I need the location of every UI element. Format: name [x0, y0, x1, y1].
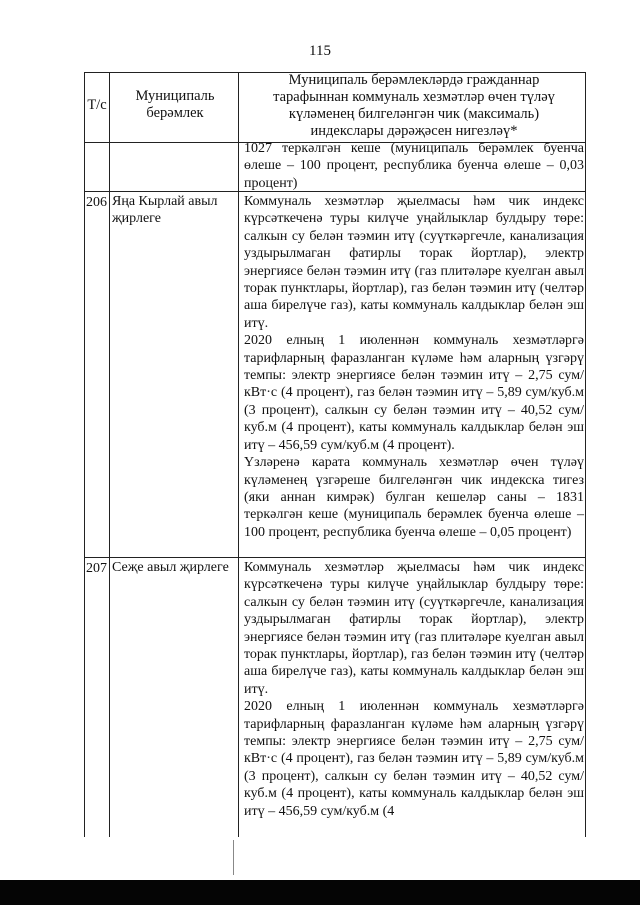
- table-right-border: [585, 72, 586, 837]
- header-municipality: Муниципаль берәмлек: [135, 88, 215, 121]
- paragraph: Үзләренә карата коммуналь хезмәтләр өчен түләү күләменең үзгәреше билгеләнгән чик индекска тигез (яки аннан кимрәк) булган кешеләр саны – 1831 теркәлгән кеше (муниципаль берәмлек буенча өлеше – 100 процент, республика буенча өлеше – 0,05 процент): [244, 455, 584, 540]
- col-divider-muni: [238, 72, 239, 837]
- paragraph: 2020 елның 1 июленнән коммуналь хезмәтләргә тарифларның фаразланган күләме һәм аларның үзгәрү темпы: электр энергиясе белән тәэмин итү – 2,75 сум/кВт·с (4 процент), газ белән тәэмин итү – 5,89 сум/куб.м (3 процент), салкын су белән тәэмин итү – 40,52 сум/куб.м (4 процент), каты коммуналь калдыклар белән эш итү – 456,59 сум/куб.м (4: [244, 699, 584, 819]
- scan-bottom-edge: [0, 880, 640, 905]
- paragraph: Коммуналь хезмәтләр җыелмасы һәм чик индекс күрсәткеченә туры килүче уңайлыклар булдыру төре: салкын су белән тәэмин итү (суүткәргечле, канализация уздырылмаган фатирлы торак йортлар), электр энергиясе белән тәэмин итү (газ плитәләре куелган авыл торак пунктлары, йортлар), газ белән тәэмин итү (челтәр аша бирелүче газ), каты коммуналь калдыклар белән эш итү.: [244, 194, 584, 331]
- row-municipality: Яңа Кырлай авыл җирлеге: [112, 194, 218, 226]
- row-continuation-text: [244, 140, 584, 192]
- table-left-border: [84, 72, 85, 837]
- header-num: Т/с: [87, 97, 107, 113]
- page-number: 115: [309, 43, 331, 59]
- paragraph: 2020 елның 1 июленнән коммуналь хезмәтләргә тарифларның фаразланган күләме һәм аларның үзгәрү темпы: электр энергиясе белән тәэмин итү – 2,75 сум/кВт·с (4 процент), газ белән тәэмин итү – 5,89 сум/куб.м (3 процент), салкын су белән тәэмин итү – 40,52 сум/куб.м (4 процент), каты коммуналь калдыклар белән эш итү – 456,59 сум/куб.м (4 процент).: [244, 333, 584, 453]
- header-index-justification: Муниципаль берәмлекләрдә гражданнар тарафыннан коммуналь хезмәтләр өчен түләү күләменең билгеләнгән чик (максималь) индекслары дәрәҗәсен нигезләү*: [273, 72, 555, 139]
- scan-artifact-line: [233, 840, 234, 875]
- row-number: 206: [86, 195, 107, 210]
- paragraph: 1027 теркәлгән кеше (муниципаль берәмлек буенча өлеше – 100 процент, республика буенча өлеше – 0,03 процент): [244, 141, 584, 191]
- row-number: 207: [86, 561, 107, 576]
- col-divider-num: [109, 72, 110, 837]
- paragraph: Коммуналь хезмәтләр җыелмасы һәм чик индекс күрсәткеченә туры килүче уңайлыклар булдыру төре: салкын су белән тәэмин итү (суүткәргечле, канализация уздырылмаган фатирлы торак йортлар), электр энергиясе белән тәэмин итү (газ плитәләре куелган авыл торак пунктлары, йортлар), газ белән тәэмин итү (челтәр аша бирелүче газ), каты коммуналь калдыклар белән эш итү.: [244, 560, 584, 697]
- row-text: [244, 193, 584, 541]
- row-municipality: Сеҗе авыл җирлеге: [112, 560, 229, 575]
- row-text: [244, 559, 584, 820]
- row-separator: [84, 557, 586, 558]
